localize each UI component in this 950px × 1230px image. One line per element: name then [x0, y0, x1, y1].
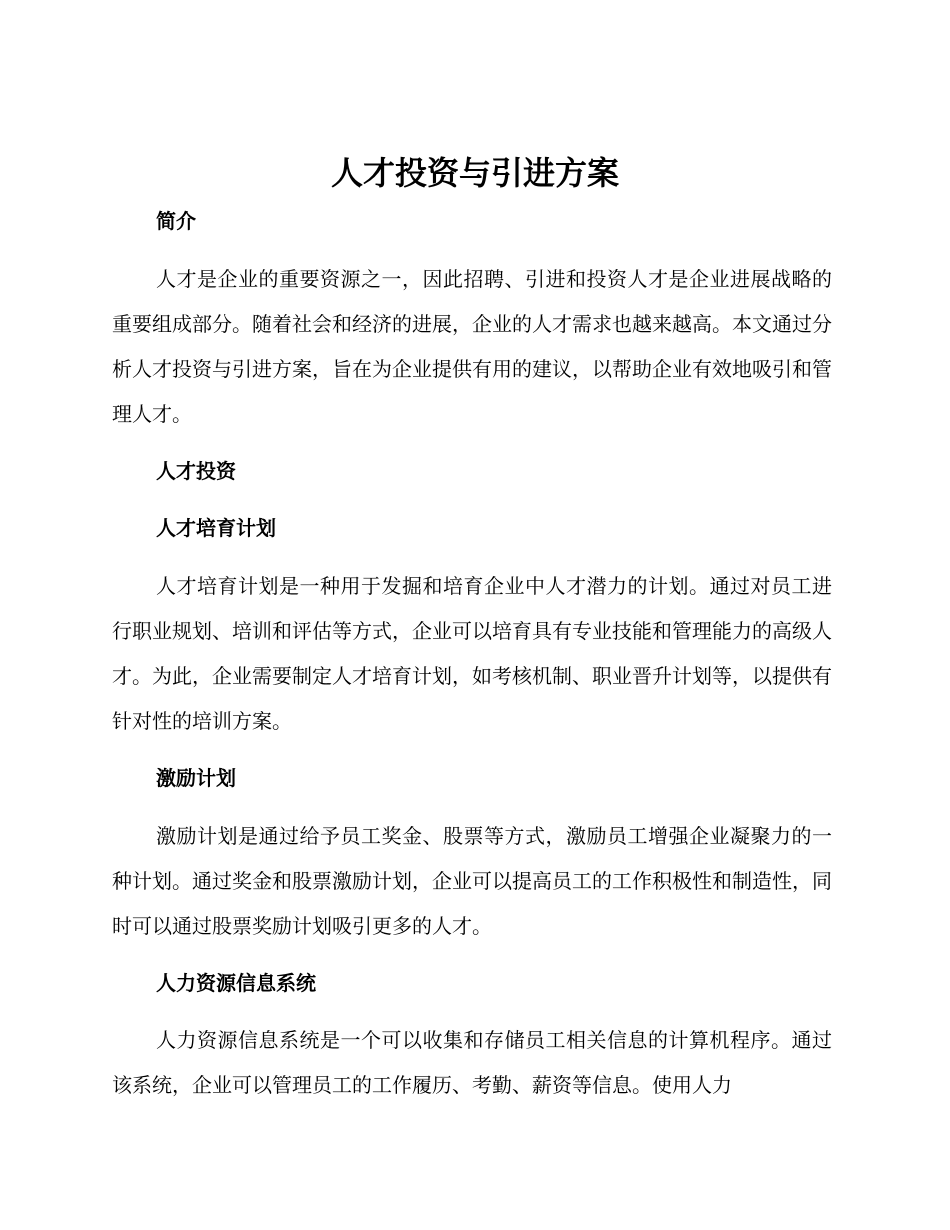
section-heading-training-plan: 人才培育计划 — [156, 516, 276, 540]
section-heading-incentive-plan: 激励计划 — [156, 766, 236, 790]
section-heading-intro: 简介 — [156, 209, 196, 233]
paragraph-hr-information-system: 人力资源信息系统是一个可以收集和存储员工相关信息的计算机程序。通过该系统，企业可以管理员工的工作履历、考勤、薪资等信息。使用人力 — [112, 1028, 832, 1097]
section-heading-talent-investment: 人才投资 — [156, 459, 236, 483]
paragraph-intro: 人才是企业的重要资源之一，因此招聘、引进和投资人才是企业进展战略的重要组成部分。随着社会和经济的进展，企业的人才需求也越来越高。本文通过分析人才投资与引进方案，旨在为企业提供有用的建议，以帮助企业有效地吸引和管理人才。 — [112, 267, 832, 426]
document-title: 人才投资与引进方案 — [330, 154, 619, 192]
section-heading-hr-information-system: 人力资源信息系统 — [156, 971, 316, 995]
paragraph-training-plan: 人才培育计划是一种用于发掘和培育企业中人才潜力的计划。通过对员工进行职业规划、培训和评估等方式，企业可以培育具有专业技能和管理能力的高级人才。为此，企业需要制定人才培育计划，如考核机制、职业晋升计划等，以提供有针对性的培训方案。 — [112, 574, 832, 733]
paragraph-incentive-plan: 激励计划是通过给予员工奖金、股票等方式，激励员工增强企业凝聚力的一种计划。通过奖金和股票激励计划，企业可以提高员工的工作积极性和制造性，同时可以通过股票奖励计划吸引更多的人才。 — [112, 824, 832, 938]
